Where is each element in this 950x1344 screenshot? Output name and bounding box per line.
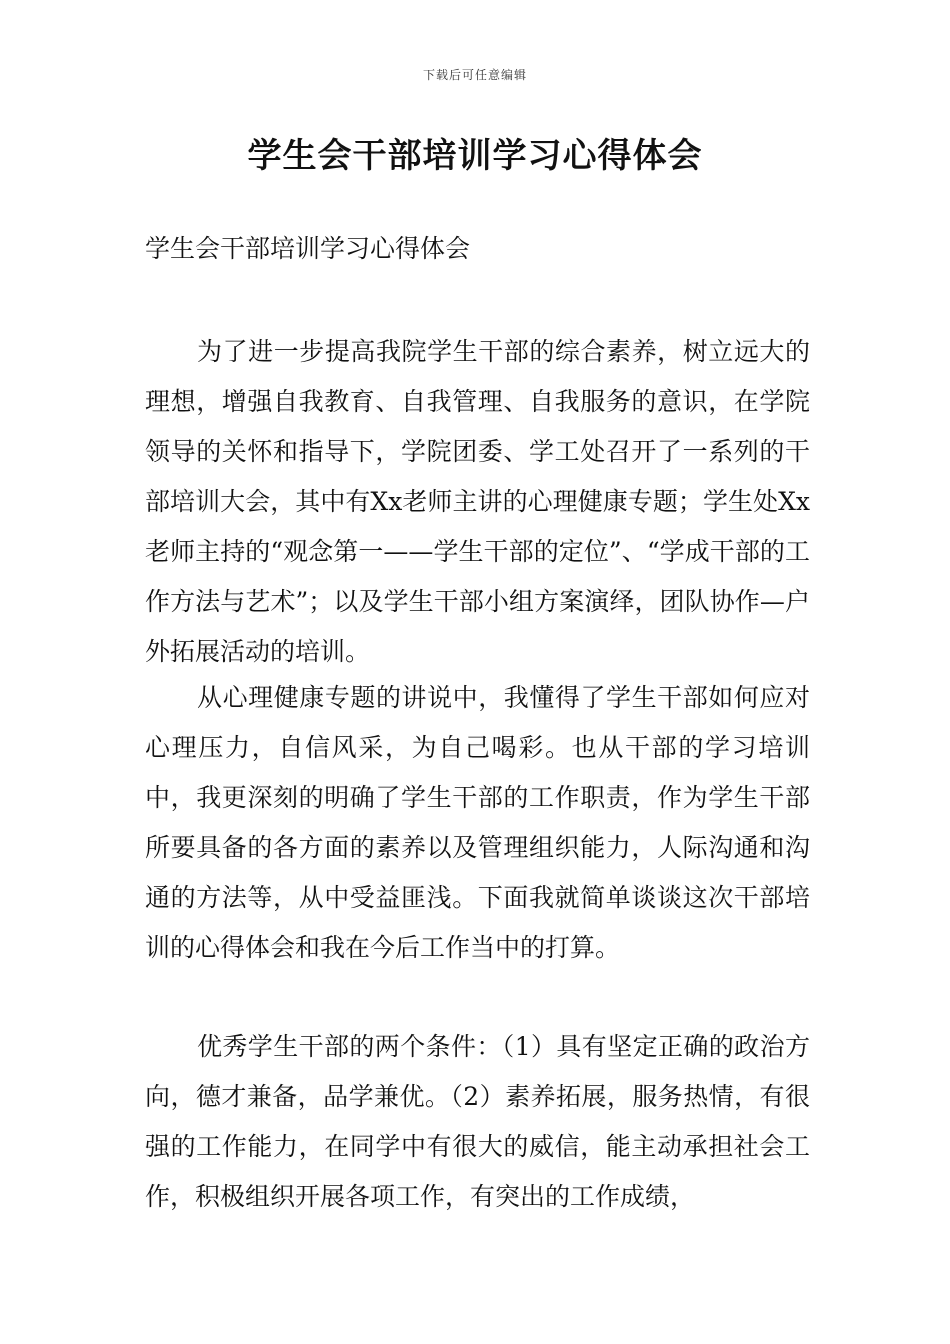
header-note: 下载后可任意编辑 xyxy=(422,68,527,82)
paragraph-1: 为了进一步提高我院学生干部的综合素养，树立远大的理想，增强自我教育、自我管理、自我服务的意识，在学院领导的关怀和指导下，学院团委、学工处召开了一系列的干部培训大会，其中有Xx老师主讲的心理健康专题；学生处Xx老师主持的“观念第一——学生干部的定位”、“学成干部的工作方法与艺术”；以及学生干部小组方案演绎，团队协作—户外拓展活动的培训。 xyxy=(145,337,810,666)
document-subtitle: 学生会干部培训学习心得体会 xyxy=(145,234,471,263)
document-title: 学生会干部培训学习心得体会 xyxy=(247,136,703,176)
paragraph-2: 从心理健康专题的讲说中，我懂得了学生干部如何应对心理压力，自信风采，为自己喝彩。也从干部的学习培训中，我更深刻的明确了学生干部的工作职责，作为学生干部所要具备的各方面的素养以及管理组织能力，人际沟通和沟通的方法等，从中受益匪浅。下面我就简单谈谈这次干部培训的心得体会和我在今后工作当中的打算。 xyxy=(145,683,810,962)
paragraph-3: 优秀学生干部的两个条件：（1）具有坚定正确的政治方向，德才兼备，品学兼优。（2）素养拓展，服务热情，有很强的工作能力，在同学中有很大的威信，能主动承担社会工作，积极组织开展各项工作，有突出的工作成绩， xyxy=(145,1032,810,1211)
